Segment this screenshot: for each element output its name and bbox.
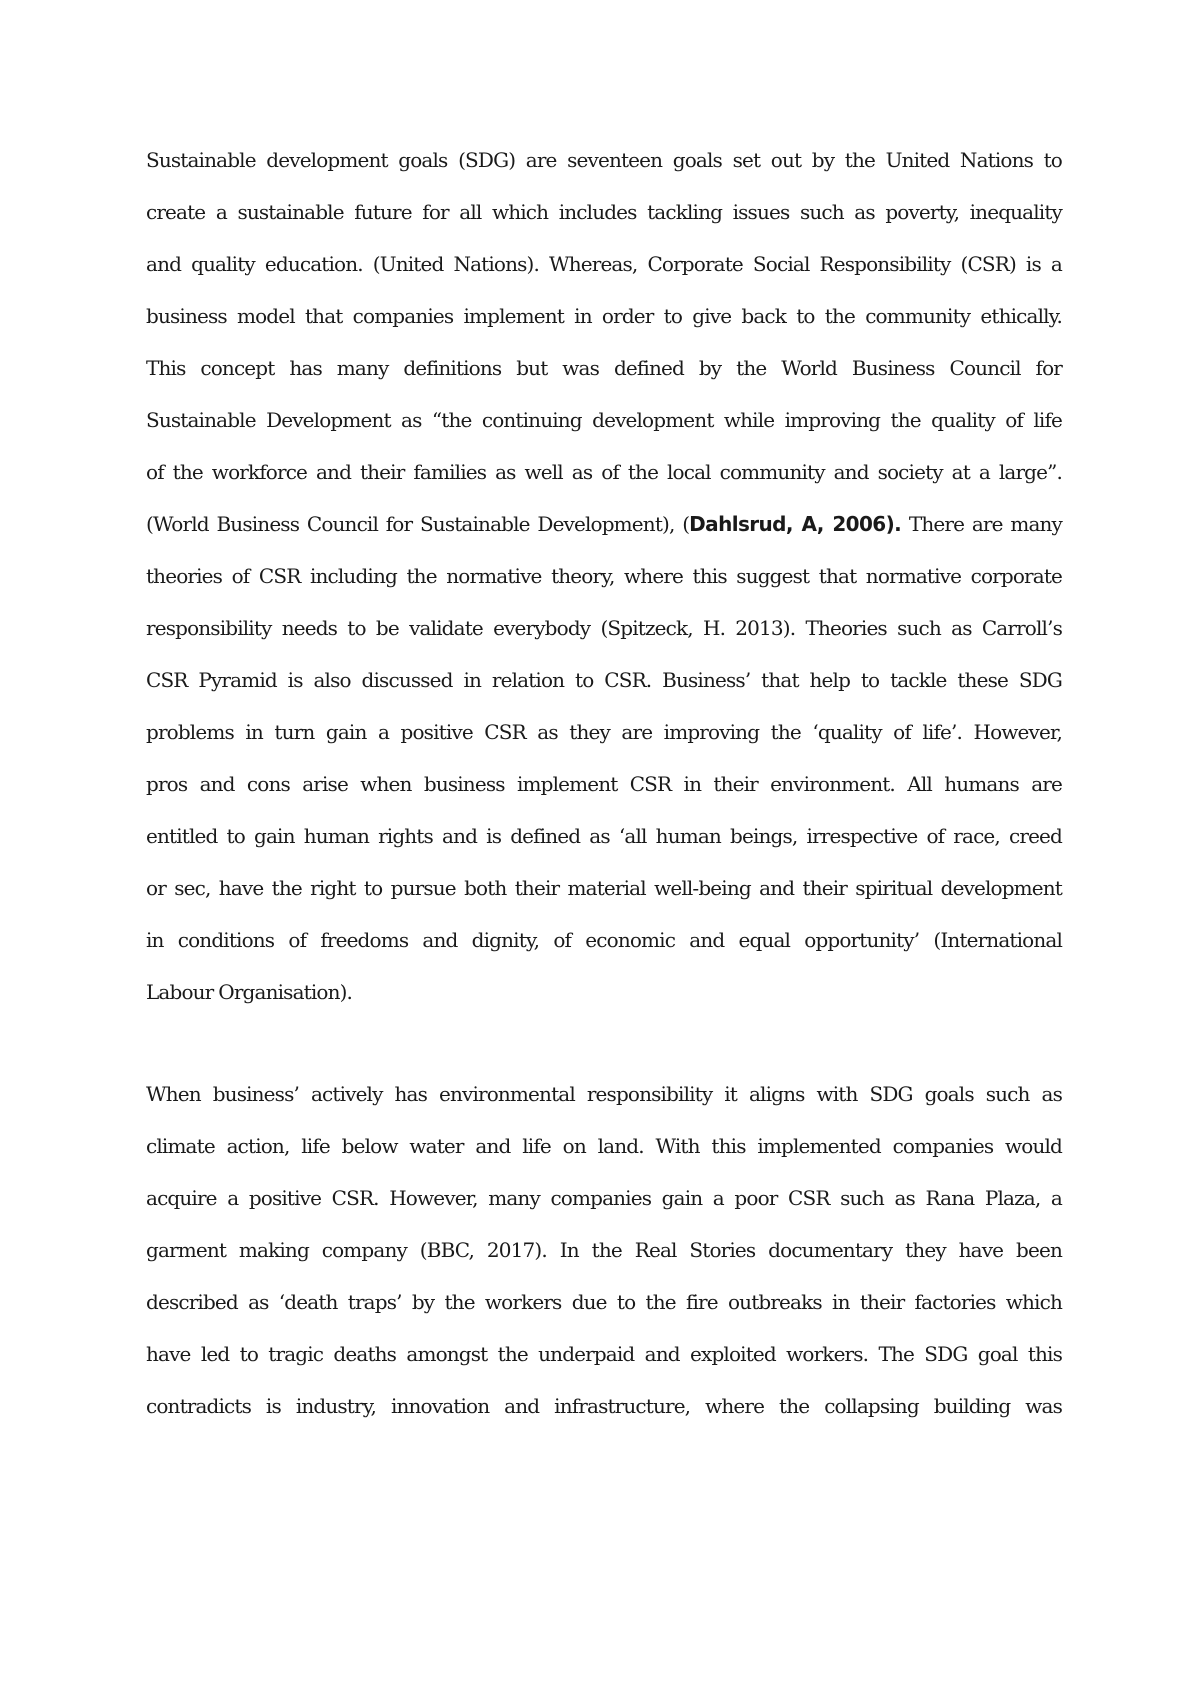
text-line: have led to tragic deaths amongst the underpaid and exploited workers. The SDG goal this xyxy=(146,1342,1062,1366)
text-line-with-citation xyxy=(146,509,1062,539)
text-line: climate action, life below water and life on land. With this implemented companies would xyxy=(146,1134,1062,1158)
text-line: When business’ actively has environmental responsibility it aligns with SDG goals such as xyxy=(146,1082,1062,1106)
text-line: theories of CSR including the normative theory, where this suggest that normative corporate xyxy=(146,564,1062,588)
text-line: or sec, have the right to pursue both their material well-being and their spiritual development xyxy=(146,876,1062,900)
text-line: problems in turn gain a positive CSR as they are improving the ‘quality of life’. However, xyxy=(146,720,1062,744)
text-line: and quality education. (United Nations). Whereas, Corporate Social Responsibility (CSR) is a xyxy=(146,252,1062,276)
text-line: acquire a positive CSR. However, many companies gain a poor CSR such as Rana Plaza, a xyxy=(146,1186,1062,1210)
text-line: responsibility needs to be validate everybody (Spitzeck, H. 2013). Theories such as Carroll’s xyxy=(146,616,1062,640)
citation-trail-text: There are many xyxy=(901,512,1063,536)
text-line: CSR Pyramid is also discussed in relation to CSR. Business’ that help to tackle these SDG xyxy=(146,668,1062,692)
text-line: Labour Organisation). xyxy=(146,980,353,1004)
text-line: business model that companies implement in order to give back to the community ethically. xyxy=(146,304,1062,328)
text-line: Sustainable Development as “the continuing development while improving the quality of life xyxy=(146,408,1062,432)
text-line: This concept has many definitions but was defined by the World Business Council for xyxy=(146,356,1062,380)
text-line: create a sustainable future for all which includes tackling issues such as poverty, inequality xyxy=(146,200,1062,224)
text-line: Sustainable development goals (SDG) are seventeen goals set out by the United Nations to xyxy=(146,148,1062,172)
text-line: pros and cons arise when business implement CSR in their environment. All humans are xyxy=(146,772,1062,796)
text-line: of the workforce and their families as well as of the local community and society at a large”. xyxy=(146,460,1062,484)
text-line: described as ‘death traps’ by the workers due to the fire outbreaks in their factories which xyxy=(146,1290,1062,1314)
text-line: contradicts is industry, innovation and infrastructure, where the collapsing building was xyxy=(146,1394,1062,1418)
text-line: garment making company (BBC, 2017). In the Real Stories documentary they have been xyxy=(146,1238,1062,1262)
citation-lead-text: (World Business Council for Sustainable Development), ( xyxy=(146,512,690,536)
text-line: entitled to gain human rights and is defined as ‘all human beings, irrespective of race, creed xyxy=(146,824,1062,848)
text-line: in conditions of freedoms and dignity, of economic and equal opportunity’ (International xyxy=(146,928,1062,952)
bold-citation: Dahlsrud, A, 2006). xyxy=(689,512,902,536)
